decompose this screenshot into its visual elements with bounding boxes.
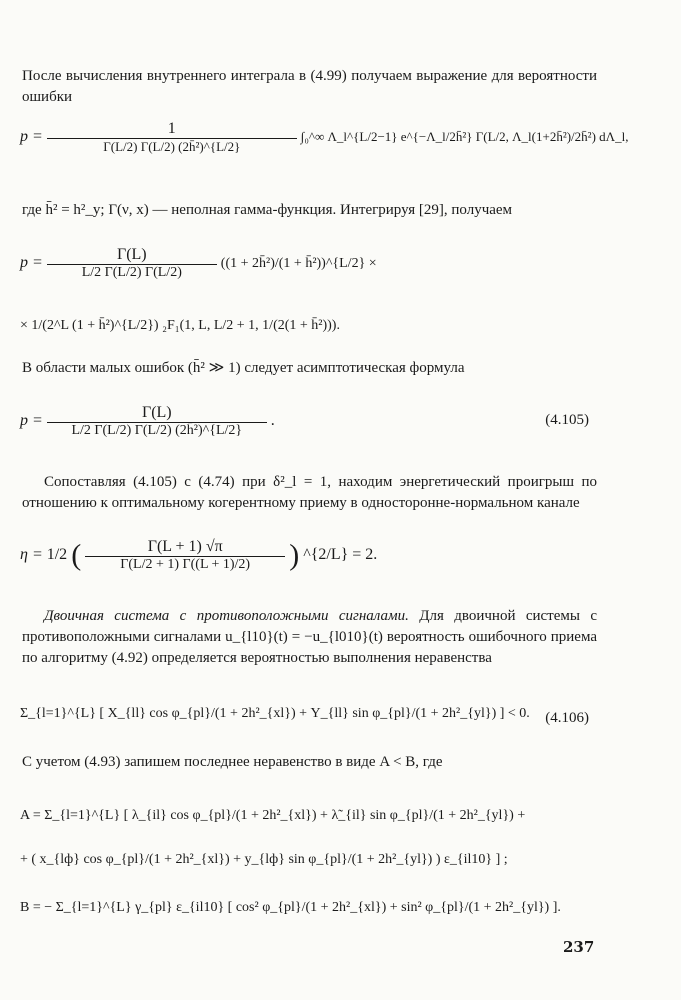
- eq1-denominator: Γ(L/2) Γ(L/2) (2h̄²)^{L/2}: [103, 139, 241, 154]
- eq5-lhs: η =: [20, 546, 43, 564]
- eq1-fraction: [47, 120, 297, 155]
- paragraph-gamma: где h̄² = h²_y; Γ(ν, x) — неполная гамма-функция. Интегрируя [29], получаем: [22, 202, 513, 218]
- eq2-lhs: p =: [20, 254, 43, 272]
- equation-number-4-106: (4.106): [545, 710, 589, 726]
- eq2-denominator: L/2 Γ(L/2) Γ(L/2): [81, 265, 182, 280]
- eq1-numerator: 1: [47, 120, 297, 139]
- equation-B: B = − Σ_{l=1}^{L} γ_{pl} ε_{il10} [ cos² φ_{pl}/(1 + 2h²_{xl}) + sin² φ_{pl}/(1 + 2h²_{yl}) ].: [20, 900, 561, 915]
- paragraph-binary-system: [22, 606, 597, 669]
- equation-2: [20, 246, 377, 281]
- binary-system-heading: Двоичная система с противоположными сигналами.: [44, 608, 409, 624]
- eq4-fraction: [47, 404, 267, 439]
- eq2-rest: ((1 + 2h̄²)/(1 + h̄²))^{L/2} ×: [220, 256, 377, 272]
- eq5-denominator: Γ(L/2 + 1) Γ((L + 1)/2): [120, 557, 251, 572]
- eq5-rest: ^{2/L} = 2.: [303, 546, 378, 564]
- equation-4-105: p = $\frac{\Gamma(L)}{\text{L/2 Γ(L/2) Γ(L/2) (2h̄²)\textasciicircum{}\{L/2\}}}$ .: [20, 404, 275, 438]
- paragraph-inequality: С учетом (4.93) запишем последнее неравенство в виде A < B, где: [22, 754, 443, 770]
- eq4-denominator: L/2 Γ(L/2) Γ(L/2) (2h̄²)^{L/2}: [71, 423, 243, 438]
- eq5-fraction: [85, 538, 285, 573]
- eq4-numerator: Γ(L): [47, 404, 267, 423]
- eq5-numerator: Γ(L + 1) √π: [85, 538, 285, 557]
- eq2-fraction: [47, 246, 217, 281]
- page-number: 237: [563, 938, 595, 956]
- equation-number-4-105: (4.105): [545, 412, 589, 428]
- equation-3: × 1/(2^L (1 + h̄²)^{L/2}) ₂F₁(1, L, L/2 + 1, 1/(2(1 + h̄²))).: [20, 318, 340, 333]
- equation-1: [20, 120, 628, 155]
- eq1-rest: ∫₀^∞ Λ_l^{L/2−1} e^{−Λ_l/2h̄²} Γ(L/2, Λ_l(1+2h̄²)/2h̄²) dΛ_l,: [300, 129, 629, 145]
- equation-6-106: Σ_{l=1}^{L} [ X_{ll} cos φ_{pl}/(1 + 2h²_{xl}) + Y_{ll} sin φ_{pl}/(1 + 2h²_{yl}) ] < 0.: [20, 706, 530, 721]
- binary-system-text: Для двоичной системы с противоположными сигналами u_{l10}(t) = −u_{l010}(t) вероятность ошибочного приема по алгоритму (4.92) определяется вероятностью выполнения неравенства: [22, 608, 598, 666]
- eq2-numerator: Γ(L): [47, 246, 217, 265]
- eq1-lhs: p =: [20, 128, 43, 146]
- eq5-half: 1/2: [46, 546, 68, 564]
- equation-A-line1: A = Σ_{l=1}^{L} [ λ_{il} cos φ_{pl}/(1 + 2h²_{xl}) + λ̃_{il} sin φ_{pl}/(1 + 2h²_{yl}) +: [20, 808, 526, 823]
- paragraph-asymptotic: В области малых ошибок (h̄² ≫ 1) следует асимптотическая формула: [22, 360, 465, 376]
- equation-5-eta: η = 1/2 ( $\frac{\Gamma(L + 1) √\pi}{\Gamma(L/2 + 1) \Gamma((L + 1)/2)}$ ) ^{2/L} = 2.: [20, 538, 378, 572]
- eq4-lhs: p =: [20, 412, 43, 430]
- equation-A-line2: + ( x_{lф} cos φ_{pl}/(1 + 2h²_{xl}) + y_{lф} sin φ_{pl}/(1 + 2h²_{yl}) ) ε_{il10} ] ;: [20, 852, 508, 867]
- paragraph-intro: После вычисления внутреннего интеграла в (4.99) получаем выражение для вероятности ошибки: [22, 68, 597, 105]
- paragraph-comparison: Сопоставляя (4.105) с (4.74) при δ²_l = 1, находим энергетический проигрыш по отношению к оптимальному когерентному приему в односторонне-нормальном канале: [22, 474, 597, 511]
